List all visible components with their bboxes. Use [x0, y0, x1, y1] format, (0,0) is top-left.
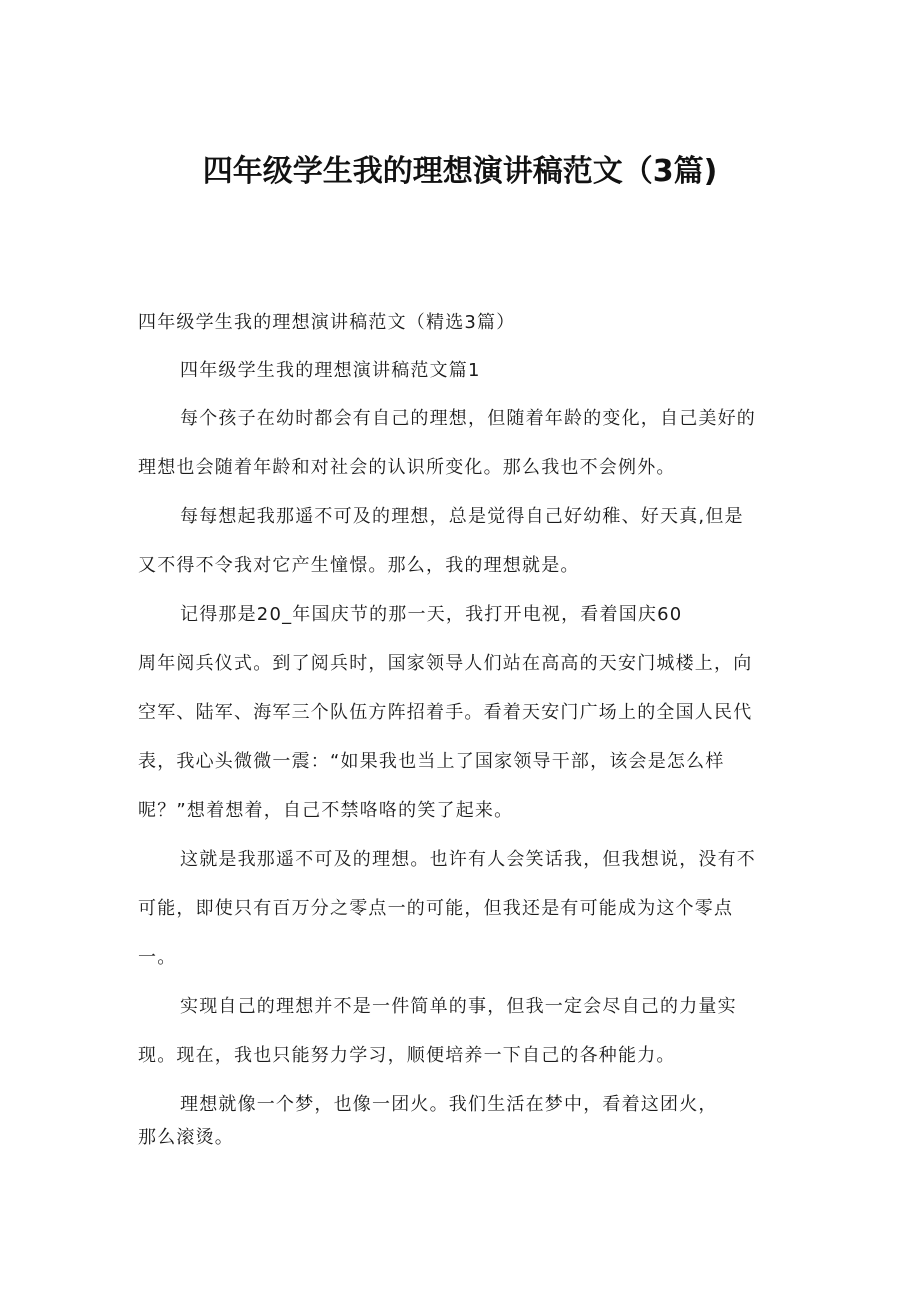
paragraph-line: 那么滚烫。 — [138, 1127, 234, 1148]
document-subtitle: 四年级学生我的理想演讲稿范文（精选3篇） — [138, 312, 516, 333]
paragraph-line: 这就是我那遥不可及的理想。也许有人会笑话我，但我想说，没有不 — [180, 849, 756, 870]
paragraph-3 — [138, 598, 786, 827]
paragraph-line: 又不得不令我对它产生憧憬。那么，我的理想就是。 — [138, 555, 580, 576]
paragraph-line: 表，我心头微微一震：“如果我也当上了国家领导干部，该会是怎么样 — [138, 751, 725, 772]
document-title: 四年级学生我的理想演讲稿范文（3篇) — [202, 154, 718, 189]
paragraph-line: 理想也会随着年龄和对社会的认识所变化。那么我也不会例外。 — [138, 457, 676, 478]
paragraph-line: 记得那是20_年国庆节的那一天，我打开电视，看着国庆60 — [180, 604, 683, 625]
document-body — [138, 306, 786, 1154]
paragraph-5 — [138, 990, 786, 1072]
paragraph-line: 每个孩子在幼时都会有自己的理想，但随着年龄的变化，自己美好的 — [180, 408, 756, 429]
paragraph-1 — [138, 402, 786, 484]
paragraph-line: 理想就像一个梦，也像一团火。我们生活在梦中，看着这团火， — [180, 1094, 718, 1115]
paragraph-line: 现。现在，我也只能努力学习，顺便培养一下自己的各种能力。 — [138, 1045, 676, 1066]
paragraph-line: 空军、陆军、海军三个队伍方阵招着手。看着天安门广场上的全国人民代 — [138, 702, 753, 723]
paragraph-4 — [138, 843, 786, 974]
paragraph-line: 呢？”想着想着，自己不禁咯咯的笑了起来。 — [138, 800, 514, 821]
paragraph-2 — [138, 500, 786, 582]
paragraph-line: 每每想起我那遥不可及的理想，总是觉得自己好幼稚、好天真,但是 — [180, 506, 744, 527]
paragraph-line: 一。 — [138, 947, 177, 968]
paragraph-6 — [138, 1088, 786, 1154]
paragraph-line: 周年阅兵仪式。到了阅兵时，国家领导人们站在高高的天安门城楼上，向 — [138, 653, 753, 674]
section-heading: 四年级学生我的理想演讲稿范文篇1 — [180, 360, 481, 381]
paragraph-line: 实现自己的理想并不是一件简单的事，但我一定会尽自己的力量实 — [180, 996, 737, 1017]
paragraph-line: 可能，即使只有百万分之零点一的可能，但我还是有可能成为这个零点 — [138, 898, 734, 919]
